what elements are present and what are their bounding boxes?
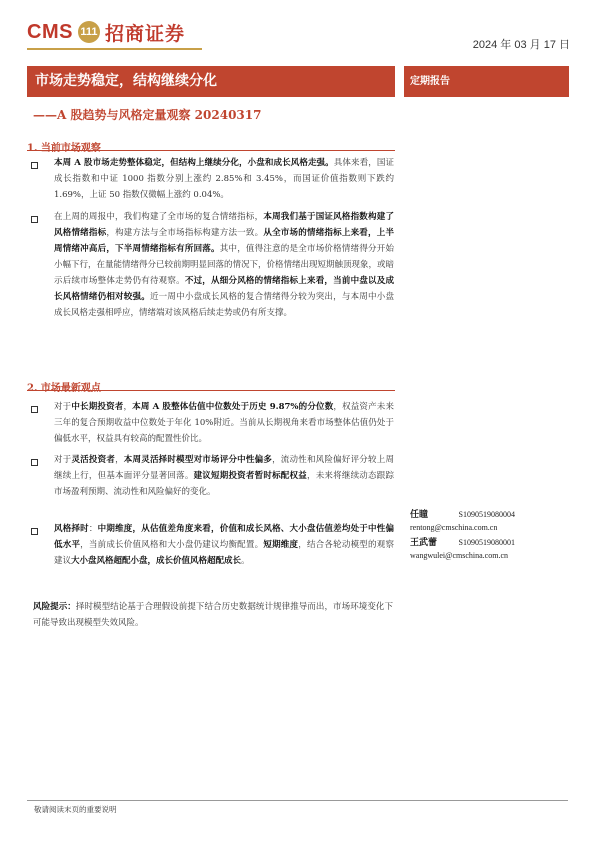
bullet-icon (31, 406, 38, 413)
emphasis-text: 本周灵活择时模型对市场评分中性偏多 (123, 455, 273, 465)
emphasis-text: 本周我们基于国证风格指数构建了风格情绪指标 (54, 212, 394, 238)
body-text: 其中，值得注意的是全市场价格情绪得分开始小幅下行，在量能情绪得分已较前期明显回落的情况下，价格情绪出现短期触顶现象，或暗示后续市场整体走势仍有待观察。 (54, 244, 395, 286)
section-heading-1-text: 1. 当前市场观察 (27, 143, 101, 154)
logo-cms: CMS (27, 20, 73, 43)
section-heading-1 (27, 136, 395, 154)
report-subtitle: ——A 股趋势与风格定量观察 20240317 (33, 108, 262, 122)
emphasis-text: 中期维度，从估值差角度来看，价值和成长风格、大小盘估值差均处于中性偏低水平 (54, 524, 394, 550)
body-text: ，流动性和风险偏好评分较上周继续上行，但基本面评分显著回落。 (54, 455, 394, 481)
body-text: ，当前成长价值风格和大小盘仍建议均衡配置。 (80, 540, 264, 550)
body-text: ： (88, 524, 98, 534)
bullet-icon (31, 528, 38, 535)
logo-badge-icon: 111 (78, 21, 100, 43)
analyst-license: S1090519080004 (458, 510, 515, 519)
body-text: 择时模型结论基于合理假设前提下结合历史数据统计规律推导而出，市场环境变化下可能导致出现模型失效风险。 (33, 602, 393, 628)
bullet-icon (31, 162, 38, 169)
footer-disclaimer: 敬请阅读末页的重要说明 (34, 805, 117, 814)
emphasis-text: 本周 A 股整体估值中位数处于历史 9.87%的分位数 (132, 402, 334, 412)
analyst-card (410, 507, 515, 532)
report-type: 定期报告 (404, 66, 569, 97)
paragraph (54, 155, 394, 203)
body-text: 具体来看，国证成长指数和中证 1000 指数分别上涨约 2.85%和 3.45%，而国证价值指数则下跌约 1.69%，上证 50 指数仅微幅上涨约 0.04%。 (54, 158, 394, 200)
body-text: ，构建方法与全市场指标构建方法一致。 (106, 228, 264, 238)
paragraph (54, 521, 394, 569)
body-text: 近一周中小盘成长风格的复合情绪得分较为突出，与本周中小盘成长风格走强相呼应，情绪端对该风格后续走势或仍有所支撑。 (54, 292, 394, 318)
body-text: 在上周的周报中，我们构建了全市场的复合情绪指标， (54, 212, 264, 222)
emphasis-text: 中长期投资者 (71, 402, 124, 412)
emphasis-text: 灵活投资者 (71, 455, 116, 465)
body-text: 对于 (54, 402, 72, 412)
paragraph (54, 399, 394, 447)
paragraph (54, 209, 394, 321)
emphasis-text: 风险提示： (33, 602, 76, 612)
body-text: ，权益资产未来三年的复合预期收益中位数处于年化 10%附近。当前从长期视角来看市场整体估值仍处于偏低水平，权益具有较高的配置性价比。 (54, 402, 394, 444)
section-heading-2 (27, 376, 395, 394)
analyst-license: S1090519080001 (458, 538, 515, 547)
body-text: ， (123, 402, 133, 412)
emphasis-text: 不过，从细分风格的情绪指标上来看，当前中盘以及成长风格情绪仍相对较强。 (54, 276, 394, 302)
body-text: 对于 (54, 455, 72, 465)
report-date: 2024 年 03 月 17 日 (472, 39, 570, 51)
body-text: 。 (241, 556, 250, 566)
logo-company-name: 招商证券 (104, 22, 185, 45)
bullet-icon (31, 459, 38, 466)
body-text: ，未来将继续动态跟踪市场盈利预期、流动性和风险偏好的变化。 (54, 471, 394, 497)
emphasis-text: 风格择时 (54, 524, 89, 534)
emphasis-text: 短期维度 (263, 540, 299, 550)
logo (27, 18, 185, 46)
emphasis-text: 从全市场的情绪指标上来看，上半周情绪冲高后，下半周情绪指标有所回落。 (54, 228, 394, 254)
body-text: ， (115, 455, 124, 465)
emphasis-text: 本周 A 股市场走势整体稳定，但结构上继续分化，小盘和成长风格走强。 (54, 158, 334, 168)
emphasis-text: 建议短期投资者暂时标配权益 (193, 471, 307, 481)
section-heading-2-text: 2. 市场最新观点 (27, 383, 101, 394)
risk-warning (33, 599, 393, 631)
report-title: 市场走势稳定，结构继续分化 (27, 66, 395, 97)
analyst-email: wangwulei@cmschina.com.cn (410, 551, 509, 560)
emphasis-text: 大小盘风格超配小盘，成长价值风格超配成长 (71, 556, 242, 566)
analyst-card (410, 535, 515, 560)
analyst-name: 任瞳 (410, 510, 429, 520)
footer-divider (27, 800, 568, 801)
analyst-name: 王武蕾 (410, 538, 438, 548)
analyst-email: rentong@cmschina.com.cn (410, 523, 498, 532)
paragraph (54, 452, 394, 500)
logo-underline (27, 48, 202, 50)
body-text: ，结合各轮动模型的观察建议 (54, 540, 394, 566)
bullet-icon (31, 216, 38, 223)
